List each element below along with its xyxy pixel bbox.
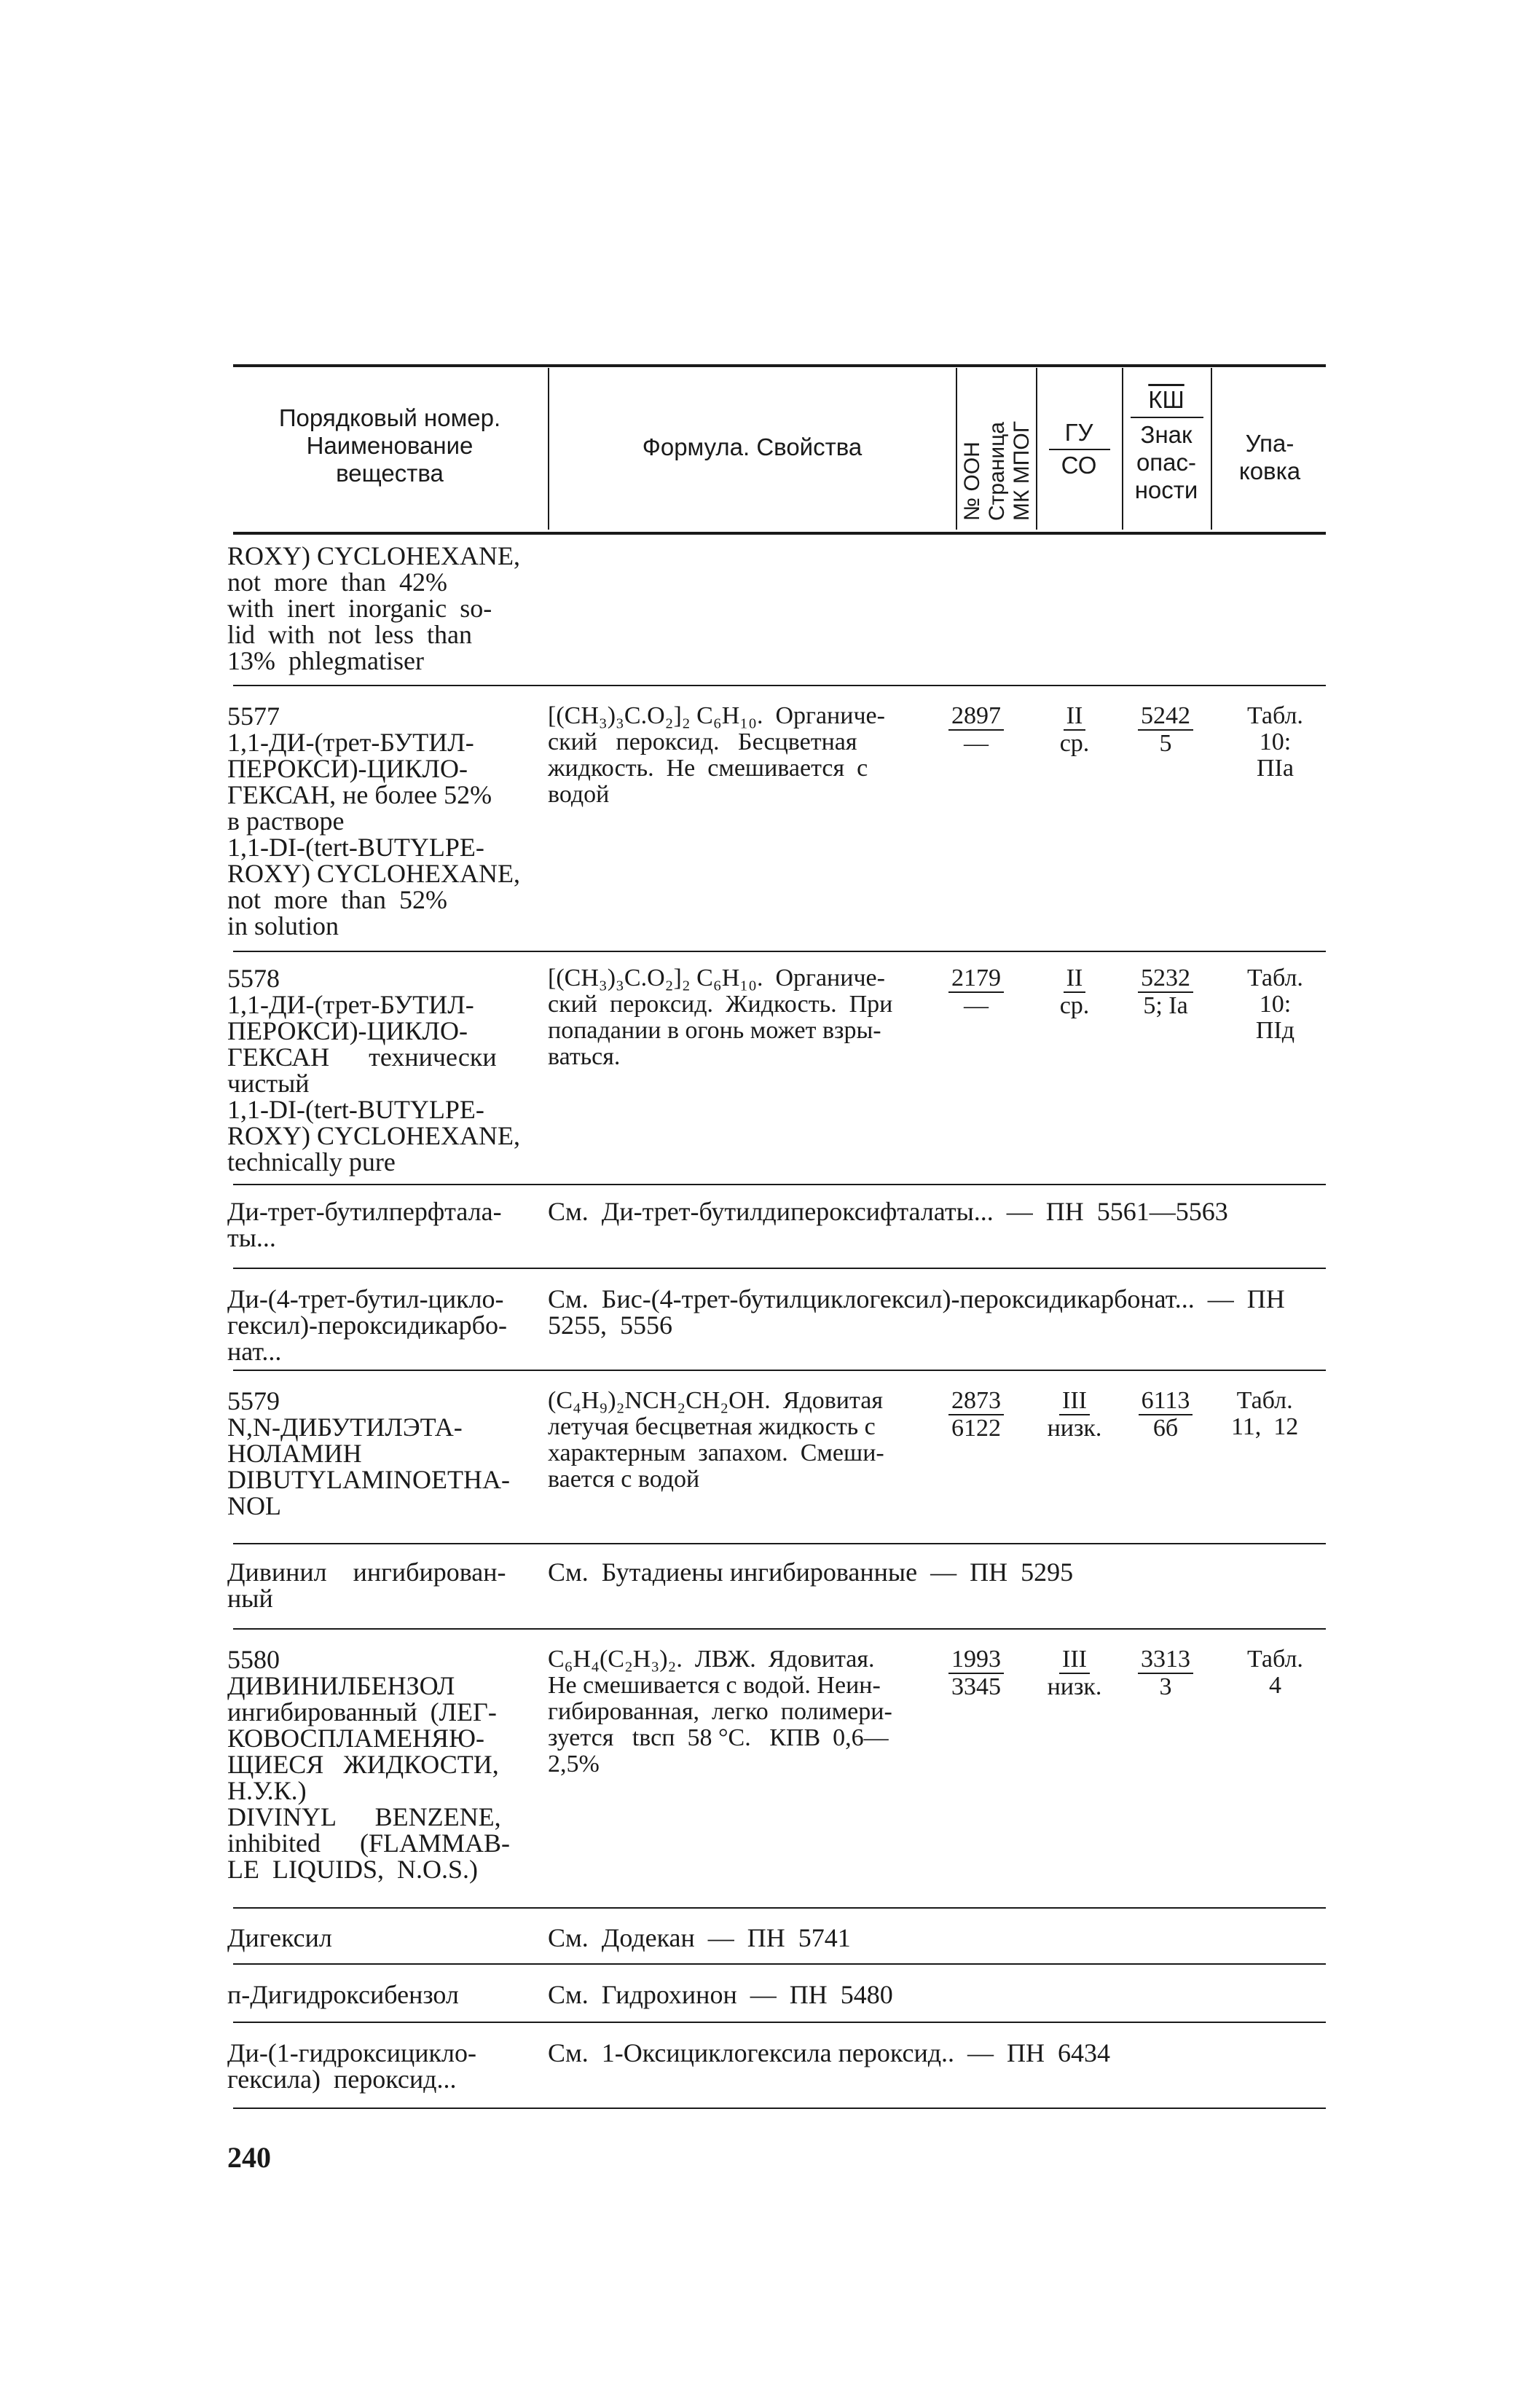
row5-name: 5579 N,N-ДИБУТИЛЭТА- НОЛАМИН DIBUTYLAMINOETHA- NOL [227,1386,510,1520]
row7-ksh: 3313 [1125,1646,1206,1674]
row1-formula: [(CH₃)₃C.O₂]₂ C₆H₁₀. Органиче- ский пероксид. Бесцветная жидкость. Не смешивается с водой [548,702,885,808]
row10-name: Ди-(1-гидроксицикло- гексила) пероксид... [227,2038,476,2094]
row0-name: ROXY) CYCLOHEXANE, not more than 42% with inert inorganic so- lid with not less than 13% phlegmatiser [227,541,520,675]
row6-name: Дивинил ингибирован- ный [227,1558,506,1613]
header-col-name: Порядковый номер. Наименование вещества [278,404,501,487]
row7-pack: Табл. 4 [1247,1646,1303,1699]
row1-gu: II [1042,703,1107,731]
header-ksh-divider [1131,417,1203,418]
row5-un: 2873 [936,1388,1016,1415]
header-col-co: СО [1061,452,1097,479]
row2-sign: 5; Ia [1143,992,1188,1019]
row-rule [233,685,1326,686]
header-col-sign: Знак опас- ности [1134,421,1198,503]
row1-page: — [964,730,989,757]
header-col-mkmpog: МК МПОГ [1010,421,1034,521]
row7-formula: C₆H₄(C₂H₃)₂. ЛВЖ. Ядовитая. Не смешивается с водой. Неин- гибированная, легко полимери- зуется tвсп 58 °C. КПВ 0,6— 2,5% [548,1646,892,1778]
row8-name: Дигексил [227,1923,332,1952]
row-rule [233,1907,1326,1909]
row1-sign: 5 [1159,730,1172,757]
row2-co: ср. [1059,992,1090,1019]
row-rule [233,1184,1326,1185]
row5-ksh: 6113 [1125,1388,1206,1415]
row9-name: п-Дигидроксибензол [227,1980,459,2009]
row1-ksh: 5242 [1125,703,1206,731]
row7-co: низк. [1047,1673,1102,1700]
row7-sign: 3 [1159,1673,1172,1700]
row7-page: 3345 [951,1673,1001,1700]
row5-gu: III [1042,1388,1107,1415]
row1-un: 2897 [936,703,1016,731]
row5-pack: Табл. 11, 12 [1231,1387,1299,1440]
row4-name: Ди-(4-трет-бутил-цикло- гексил)-пероксидикарбо- нат... [227,1284,507,1366]
row2-page: — [964,992,989,1019]
header-sep-5 [1211,368,1212,530]
header-col-page: Страница [985,422,1009,521]
header-top-rule [233,364,1326,367]
row-rule [233,1543,1326,1544]
row6-ref: См. Бутадиены ингибированные — ПН 5295 [548,1558,1074,1587]
row2-formula: [(CH₃)₃C.O₂]₂ C₆H₁₀. Органиче- ский пероксид. Жидкость. При попадании в огонь может взры- ваться. [548,965,893,1070]
row4-ref: См. Бис-(4-трет-бутилциклогексил)-пероксидикарбонат... — ПН 5255, 5556 [548,1284,1285,1340]
row7-gu: III [1042,1646,1107,1674]
row2-un: 2179 [936,965,1016,993]
row3-name: Ди-трет-бутилперфтала- ты... [227,1197,502,1252]
row1-co: ср. [1059,730,1090,757]
row7-name: 5580 ДИВИНИЛБЕНЗОЛ ингибированный (ЛЕГ- КОВОСПЛАМЕНЯЮ- ЩИЕСЯ ЖИДКОСТИ, Н.У.К.) DIVINYL BENZENE, inhibited (FLAMMAB- LE LIQUIDS, N.O.S.) [227,1645,511,1884]
row5-page: 6122 [951,1415,1001,1442]
page-number: 240 [227,2141,271,2174]
row10-ref: См. 1-Оксициклогексила пероксид.. — ПН 6434 [548,2038,1111,2067]
row7-un: 1993 [936,1646,1016,1674]
header-sep-2 [956,368,957,530]
header-col-pack: Упа- ковка [1238,430,1301,484]
row1-name: 5577 1,1-ДИ-(трет-БУТИЛ- ПЕРОКСИ)-ЦИКЛО- ГЕКСАН, не более 52% в растворе 1,1-DI-(tert-BUTYLPE- ROXY) CYCLOHEXANE, not more than 52% in solution [227,702,520,940]
header-sep-4 [1122,368,1123,530]
row2-ksh: 5232 [1125,965,1206,993]
header-bottom-rule [233,532,1326,535]
header-col-ksh: КШ [1148,386,1185,413]
row-rule [233,1628,1326,1630]
row-rule [233,2022,1326,2023]
row1-pack: Табл. 10: ПIa [1247,702,1303,782]
header-gu-divider [1049,449,1110,450]
row5-formula: (C₄H₉)₂NCH₂CH₂OH. Ядовитая летучая бесцветная жидкость с характерным запахом. Смеши- вается с водой [548,1387,884,1493]
row8-ref: См. Додекан — ПН 5741 [548,1923,851,1952]
row2-name: 5578 1,1-ДИ-(трет-БУТИЛ- ПЕРОКСИ)-ЦИКЛО- ГЕКСАН технически чистый 1,1-DI-(tert-BUTYLPE- ROXY) CYCLOHEXANE, technically pure [227,964,520,1177]
row-rule [233,1963,1326,1965]
row2-gu: II [1042,965,1107,993]
header-sep-3 [1036,368,1037,530]
header-col-formula: Формула. Свойства [642,433,863,460]
row3-ref: См. Ди-трет-бутилдипероксифталаты... — ПН 5561—5563 [548,1197,1228,1226]
header-col-gu: ГУ [1064,419,1093,446]
row2-pack: Табл. 10: ПIд [1247,965,1303,1044]
row-rule [233,1268,1326,1269]
row-rule [233,1370,1326,1371]
row-rule [233,951,1326,952]
header-sep-1 [548,368,549,530]
row9-ref: См. Гидрохинон — ПН 5480 [548,1980,893,2009]
row5-co: низк. [1047,1415,1102,1442]
header-col-un: № ООН [960,441,984,521]
row-rule [233,2108,1326,2109]
row5-sign: 6б [1152,1415,1179,1442]
